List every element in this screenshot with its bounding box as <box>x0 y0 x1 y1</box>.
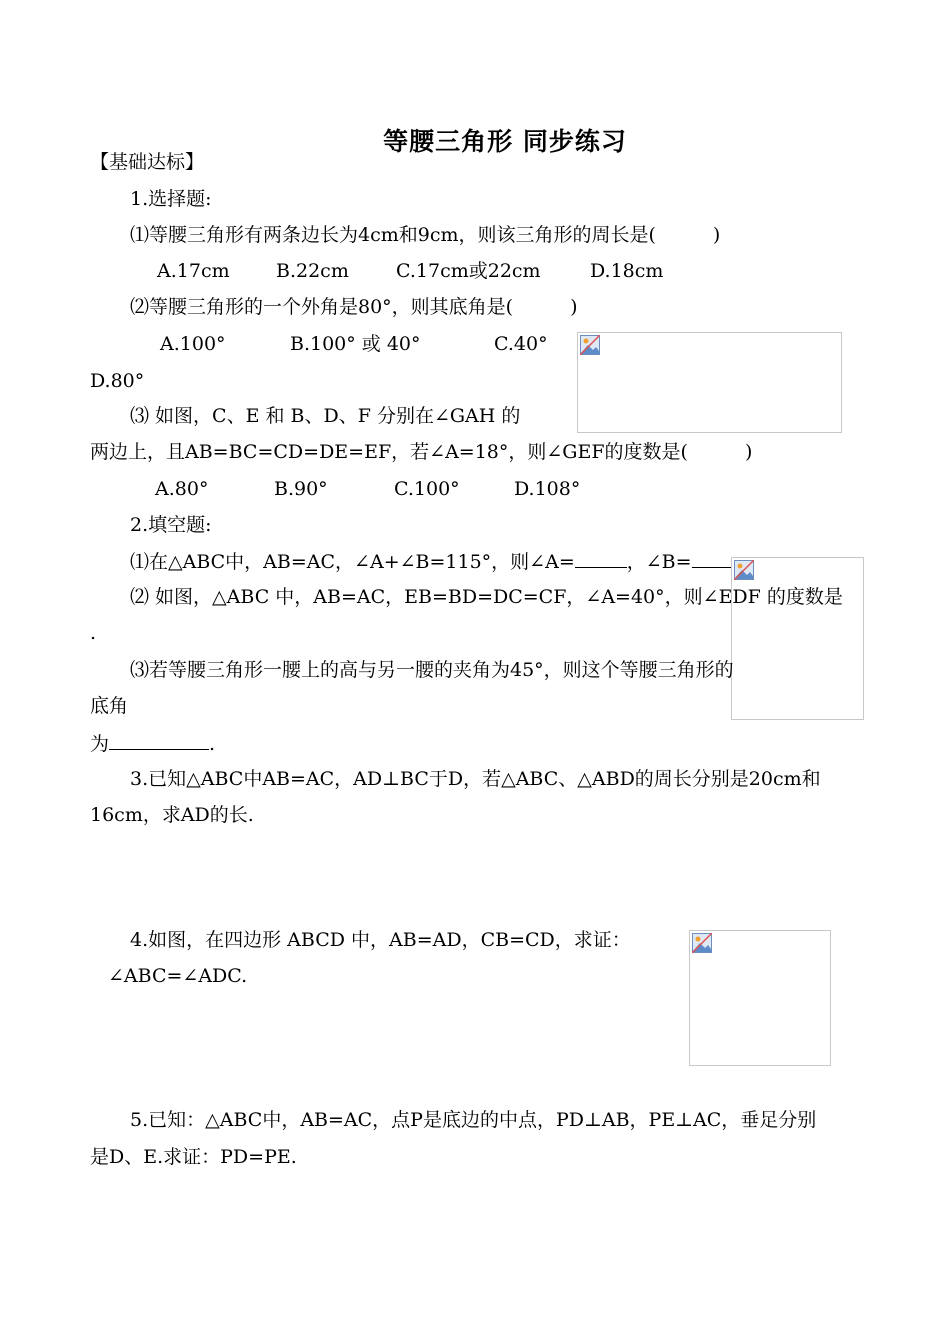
option-d: D.108° <box>514 478 581 500</box>
question-4-text-a: 4.如图，在四边形 ABCD 中，AB=AD，CB=CD，求证： <box>130 929 631 951</box>
page-title: 等腰三角形 同步练习 <box>383 127 627 156</box>
broken-image-icon <box>734 560 754 580</box>
question-5-text-a: 5.已知：△ABC中，AB=AC，点P是底边的中点，PD⊥AB，PE⊥AC，垂足分别 <box>130 1109 817 1131</box>
option-c: C.100° <box>394 478 460 500</box>
question-2-3-text-a: ⑶若等腰三角形一腰上的高与另一腰的夹角为45°，则这个等腰三角形的 <box>130 659 734 681</box>
answer-blank[interactable] <box>109 731 209 750</box>
question-3-text-b: 16cm，求AD的长. <box>90 804 254 826</box>
option-b: B.100° 或 40° <box>290 333 421 355</box>
figure-placeholder-2 <box>731 557 864 720</box>
option-c: C.17cm或22cm <box>396 260 541 282</box>
answer-blank[interactable] <box>575 549 627 568</box>
option-b: B.90° <box>274 478 328 500</box>
question-3-text-a: 3.已知△ABC中AB=AC，AD⊥BC于D，若△ABC、△ABD的周长分别是20cm和 <box>130 768 821 790</box>
figure-placeholder-1 <box>577 332 842 433</box>
question-2-3-text-c <box>90 731 215 756</box>
question-2-3-text-b: 底角 <box>90 695 129 717</box>
question-1-3-text-b: 两边上，且AB=BC=CD=DE=EF，若∠A=18°，则∠GEF的度数是( ) <box>90 441 753 463</box>
q2-1-part-a: ⑴在△ABC中，AB=AC，∠A+∠B=115°，则∠A= <box>130 551 575 573</box>
question-1-3-text-a: ⑶ 如图，C、E 和 B、D、F 分别在∠GAH 的 <box>130 405 521 427</box>
q2-3-end: . <box>209 733 216 755</box>
figure-placeholder-3 <box>689 930 831 1066</box>
question-4-text-b: ∠ABC=∠ADC. <box>108 965 248 987</box>
option-c: C.40° <box>494 333 548 355</box>
question-5-text-b: 是D、E.求证：PD=PE. <box>90 1146 297 1168</box>
option-d: D.80° <box>90 370 145 392</box>
option-a: A.100° <box>160 333 226 355</box>
section-heading: 【基础达标】 <box>90 151 205 173</box>
option-a: A.17cm <box>157 260 230 282</box>
q2-3-prefix: 为 <box>90 733 110 755</box>
broken-image-icon <box>580 335 600 355</box>
option-d: D.18cm <box>590 260 664 282</box>
option-b: B.22cm <box>276 260 349 282</box>
question-1-1-text: ⑴等腰三角形有两条边长为4cm和9cm，则该三角形的周长是( ) <box>130 224 721 246</box>
option-a: A.80° <box>155 478 209 500</box>
question-2-1-text <box>130 549 762 574</box>
question-1-heading: 1.选择题: <box>130 188 212 210</box>
q2-1-part-b: ，∠B= <box>626 551 692 573</box>
question-2-2-end: . <box>90 622 97 644</box>
question-2-heading: 2.填空题: <box>130 514 212 536</box>
question-1-2-text: ⑵等腰三角形的一个外角是80°，则其底角是( ) <box>130 296 578 318</box>
question-2-2-text: ⑵ 如图，△ABC 中，AB=AC，EB=BD=DC=CF，∠A=40°，则∠EDF 的度数是 <box>130 586 843 608</box>
broken-image-icon <box>692 933 712 953</box>
